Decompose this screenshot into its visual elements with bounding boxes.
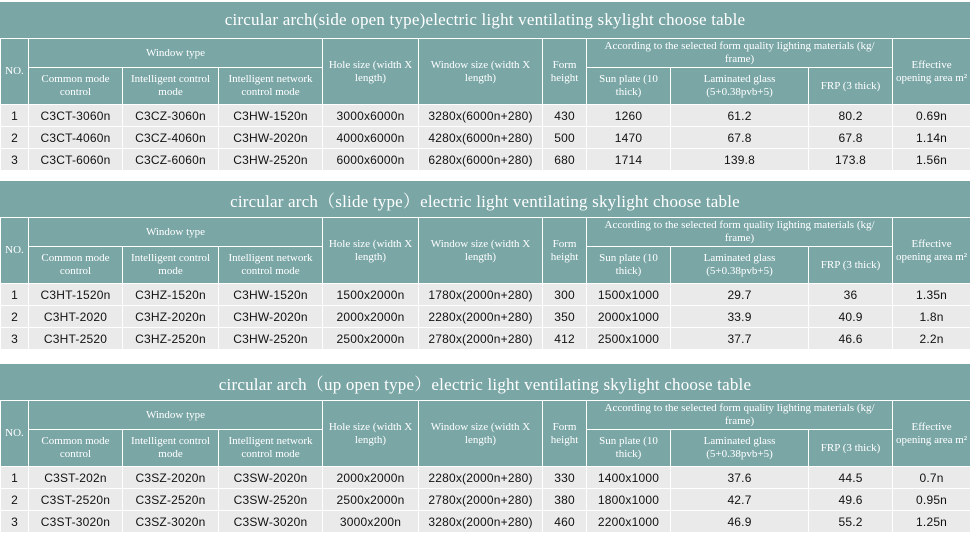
- cell-laminated-glass: 29.7: [671, 284, 809, 306]
- cell-no: 2: [1, 489, 29, 511]
- header-form-height: Form height: [543, 401, 587, 467]
- skylight-choose-table: [0, 217, 970, 350]
- cell-window-size: 3280x(2000n+280): [419, 511, 543, 533]
- cell-common-mode: C3CT-6060n: [29, 149, 123, 171]
- cell-frp: 67.8: [809, 127, 893, 149]
- cell-hole-size: 2500x2000n: [323, 328, 419, 350]
- header-no: NO.: [1, 401, 29, 467]
- cell-effective-area: 1.14n: [893, 127, 970, 149]
- cell-form-height: 330: [543, 467, 587, 489]
- cell-laminated-glass: 42.7: [671, 489, 809, 511]
- table-row: [1, 105, 970, 127]
- header-window-size: Window size (width X length): [419, 401, 543, 467]
- cell-no: 3: [1, 511, 29, 533]
- cell-window-size: 4280x(6000n+280): [419, 127, 543, 149]
- table-title: circular arch(side open type)electric light ventilating skylight choose table: [0, 2, 970, 38]
- header-no: NO.: [1, 218, 29, 284]
- header-effective-area: [893, 218, 970, 284]
- cell-hole-size: 3000x6000n: [323, 105, 419, 127]
- cell-frp: 46.6: [809, 328, 893, 350]
- header-effective-unit: m²: [955, 71, 968, 84]
- header-effective-label: Effective opening area: [895, 420, 953, 446]
- cell-network-mode: C3SW-2520n: [219, 489, 323, 511]
- header-effective-unit: m²: [955, 250, 968, 263]
- header-sun-plate: Sun plate (10 thick): [587, 68, 671, 105]
- header-effective-area: [893, 401, 970, 467]
- cell-form-height: 680: [543, 149, 587, 171]
- cell-form-height: 350: [543, 306, 587, 328]
- header-sun-plate: Sun plate (10 thick): [587, 430, 671, 467]
- cell-form-height: 500: [543, 127, 587, 149]
- cell-effective-area: 0.69n: [893, 105, 970, 127]
- cell-frp: 36: [809, 284, 893, 306]
- cell-form-height: 430: [543, 105, 587, 127]
- cell-laminated-glass: 37.6: [671, 467, 809, 489]
- table-row: [1, 306, 970, 328]
- cell-no: 2: [1, 306, 29, 328]
- cell-effective-area: 1.35n: [893, 284, 970, 306]
- table-row: [1, 284, 970, 306]
- cell-common-mode: C3CT-3060n: [29, 105, 123, 127]
- cell-window-size: 2280x(2000n+280): [419, 306, 543, 328]
- cell-hole-size: 2000x2000n: [323, 306, 419, 328]
- cell-frp: 80.2: [809, 105, 893, 127]
- header-laminated-glass: Laminated glass (5+0.38pvb+5): [671, 247, 809, 284]
- header-window-size: Window size (width X length): [419, 39, 543, 105]
- cell-intelligent-mode: C3SZ-2520n: [123, 489, 219, 511]
- cell-intelligent-mode: C3HZ-2520n: [123, 328, 219, 350]
- cell-hole-size: 6000x6000n: [323, 149, 419, 171]
- cell-intelligent-mode: C3HZ-2020n: [123, 306, 219, 328]
- header-network-mode: Intelligent network control mode: [219, 430, 323, 467]
- header-network-mode: Intelligent network control mode: [219, 247, 323, 284]
- header-hole-size: Hole size (width X length): [323, 218, 419, 284]
- cell-intelligent-mode: C3CZ-6060n: [123, 149, 219, 171]
- cell-frp: 173.8: [809, 149, 893, 171]
- cell-network-mode: C3HW-2020n: [219, 306, 323, 328]
- cell-frp: 44.5: [809, 467, 893, 489]
- header-window-type: Window type: [29, 401, 323, 430]
- cell-window-size: 6280x(6000n+280): [419, 149, 543, 171]
- header-window-type: Window type: [29, 218, 323, 247]
- table-row: [1, 149, 970, 171]
- cell-form-height: 460: [543, 511, 587, 533]
- cell-effective-area: 0.95n: [893, 489, 970, 511]
- cell-form-height: 300: [543, 284, 587, 306]
- header-intelligent-mode: Intelligent control mode: [123, 430, 219, 467]
- cell-effective-area: 2.2n: [893, 328, 970, 350]
- cell-common-mode: C3CT-4060n: [29, 127, 123, 149]
- cell-no: 2: [1, 127, 29, 149]
- header-materials: According to the selected form quality lighting materials (kg/ frame): [587, 401, 893, 430]
- header-common-mode: Common mode control: [29, 430, 123, 467]
- cell-hole-size: 3000x200n: [323, 511, 419, 533]
- cell-intelligent-mode: C3HZ-1520n: [123, 284, 219, 306]
- table-row: [1, 328, 970, 350]
- cell-sun-plate: 2000x1000: [587, 306, 671, 328]
- header-laminated-glass: Laminated glass (5+0.38pvb+5): [671, 430, 809, 467]
- cell-network-mode: C3HW-1520n: [219, 284, 323, 306]
- cell-no: 3: [1, 149, 29, 171]
- cell-sun-plate: 2500x1000: [587, 328, 671, 350]
- cell-no: 1: [1, 105, 29, 127]
- cell-intelligent-mode: C3CZ-3060n: [123, 105, 219, 127]
- header-materials: According to the selected form quality lighting materials (kg/ frame): [587, 39, 893, 68]
- table-row: [1, 467, 970, 489]
- cell-no: 1: [1, 284, 29, 306]
- header-form-height: Form height: [543, 39, 587, 105]
- cell-intelligent-mode: C3CZ-4060n: [123, 127, 219, 149]
- cell-no: 3: [1, 328, 29, 350]
- header-frp: FRP (3 thick): [809, 247, 893, 284]
- cell-form-height: 412: [543, 328, 587, 350]
- header-form-height: Form height: [543, 218, 587, 284]
- cell-laminated-glass: 61.2: [671, 105, 809, 127]
- header-frp: FRP (3 thick): [809, 430, 893, 467]
- skylight-table-section: [0, 364, 970, 533]
- cell-laminated-glass: 46.9: [671, 511, 809, 533]
- cell-effective-area: 0.7n: [893, 467, 970, 489]
- skylight-choose-table: [0, 38, 970, 171]
- cell-network-mode: C3SW-2020n: [219, 467, 323, 489]
- header-common-mode: Common mode control: [29, 247, 123, 284]
- header-effective-label: Effective opening area: [895, 237, 953, 263]
- header-frp: FRP (3 thick): [809, 68, 893, 105]
- header-network-mode: Intelligent network control mode: [219, 68, 323, 105]
- cell-window-size: 2780x(2000n+280): [419, 489, 543, 511]
- header-laminated-glass: Laminated glass (5+0.38pvb+5): [671, 68, 809, 105]
- cell-effective-area: 1.25n: [893, 511, 970, 533]
- skylight-choose-table: [0, 400, 970, 533]
- cell-common-mode: C3ST-2520n: [29, 489, 123, 511]
- header-window-size: Window size (width X length): [419, 218, 543, 284]
- header-effective-label: Effective opening area: [895, 58, 953, 84]
- header-materials: According to the selected form quality lighting materials (kg/ frame): [587, 218, 893, 247]
- cell-form-height: 380: [543, 489, 587, 511]
- cell-effective-area: 1.8n: [893, 306, 970, 328]
- header-window-type: Window type: [29, 39, 323, 68]
- cell-sun-plate: 2200x1000: [587, 511, 671, 533]
- table-title: circular arch（slide type）electric light ventilating skylight choose table: [0, 181, 970, 217]
- header-effective-unit: m²: [955, 433, 968, 446]
- cell-hole-size: 2000x2000n: [323, 467, 419, 489]
- header-hole-size: Hole size (width X length): [323, 401, 419, 467]
- cell-intelligent-mode: C3SZ-3020n: [123, 511, 219, 533]
- cell-window-size: 2780x(2000n+280): [419, 328, 543, 350]
- skylight-table-section: [0, 181, 970, 350]
- header-effective-area: [893, 39, 970, 105]
- header-no: NO.: [1, 39, 29, 105]
- cell-common-mode: C3HT-2020: [29, 306, 123, 328]
- cell-frp: 49.6: [809, 489, 893, 511]
- cell-laminated-glass: 33.9: [671, 306, 809, 328]
- cell-sun-plate: 1470: [587, 127, 671, 149]
- cell-common-mode: C3HT-2520: [29, 328, 123, 350]
- header-common-mode: Common mode control: [29, 68, 123, 105]
- skylight-table-section: [0, 2, 970, 171]
- cell-network-mode: C3HW-2520n: [219, 328, 323, 350]
- cell-sun-plate: 1800x1000: [587, 489, 671, 511]
- header-hole-size: Hole size (width X length): [323, 39, 419, 105]
- cell-network-mode: C3HW-2020n: [219, 127, 323, 149]
- cell-laminated-glass: 67.8: [671, 127, 809, 149]
- table-title: circular arch（up open type）electric light ventilating skylight choose table: [0, 364, 970, 400]
- cell-hole-size: 4000x6000n: [323, 127, 419, 149]
- cell-frp: 40.9: [809, 306, 893, 328]
- cell-common-mode: C3HT-1520n: [29, 284, 123, 306]
- table-row: [1, 511, 970, 533]
- cell-network-mode: C3HW-2520n: [219, 149, 323, 171]
- cell-common-mode: C3ST-202n: [29, 467, 123, 489]
- table-row: [1, 489, 970, 511]
- cell-network-mode: C3HW-1520n: [219, 105, 323, 127]
- cell-window-size: 1780x(2000n+280): [419, 284, 543, 306]
- header-intelligent-mode: Intelligent control mode: [123, 68, 219, 105]
- cell-sun-plate: 1500x1000: [587, 284, 671, 306]
- cell-window-size: 2280x(2000n+280): [419, 467, 543, 489]
- cell-hole-size: 2500x2000n: [323, 489, 419, 511]
- cell-sun-plate: 1260: [587, 105, 671, 127]
- header-sun-plate: Sun plate (10 thick): [587, 247, 671, 284]
- cell-effective-area: 1.56n: [893, 149, 970, 171]
- cell-sun-plate: 1714: [587, 149, 671, 171]
- cell-hole-size: 1500x2000n: [323, 284, 419, 306]
- cell-no: 1: [1, 467, 29, 489]
- cell-window-size: 3280x(6000n+280): [419, 105, 543, 127]
- cell-intelligent-mode: C3SZ-2020n: [123, 467, 219, 489]
- table-row: [1, 127, 970, 149]
- cell-laminated-glass: 139.8: [671, 149, 809, 171]
- cell-network-mode: C3SW-3020n: [219, 511, 323, 533]
- cell-common-mode: C3ST-3020n: [29, 511, 123, 533]
- cell-laminated-glass: 37.7: [671, 328, 809, 350]
- header-intelligent-mode: Intelligent control mode: [123, 247, 219, 284]
- cell-frp: 55.2: [809, 511, 893, 533]
- cell-sun-plate: 1400x1000: [587, 467, 671, 489]
